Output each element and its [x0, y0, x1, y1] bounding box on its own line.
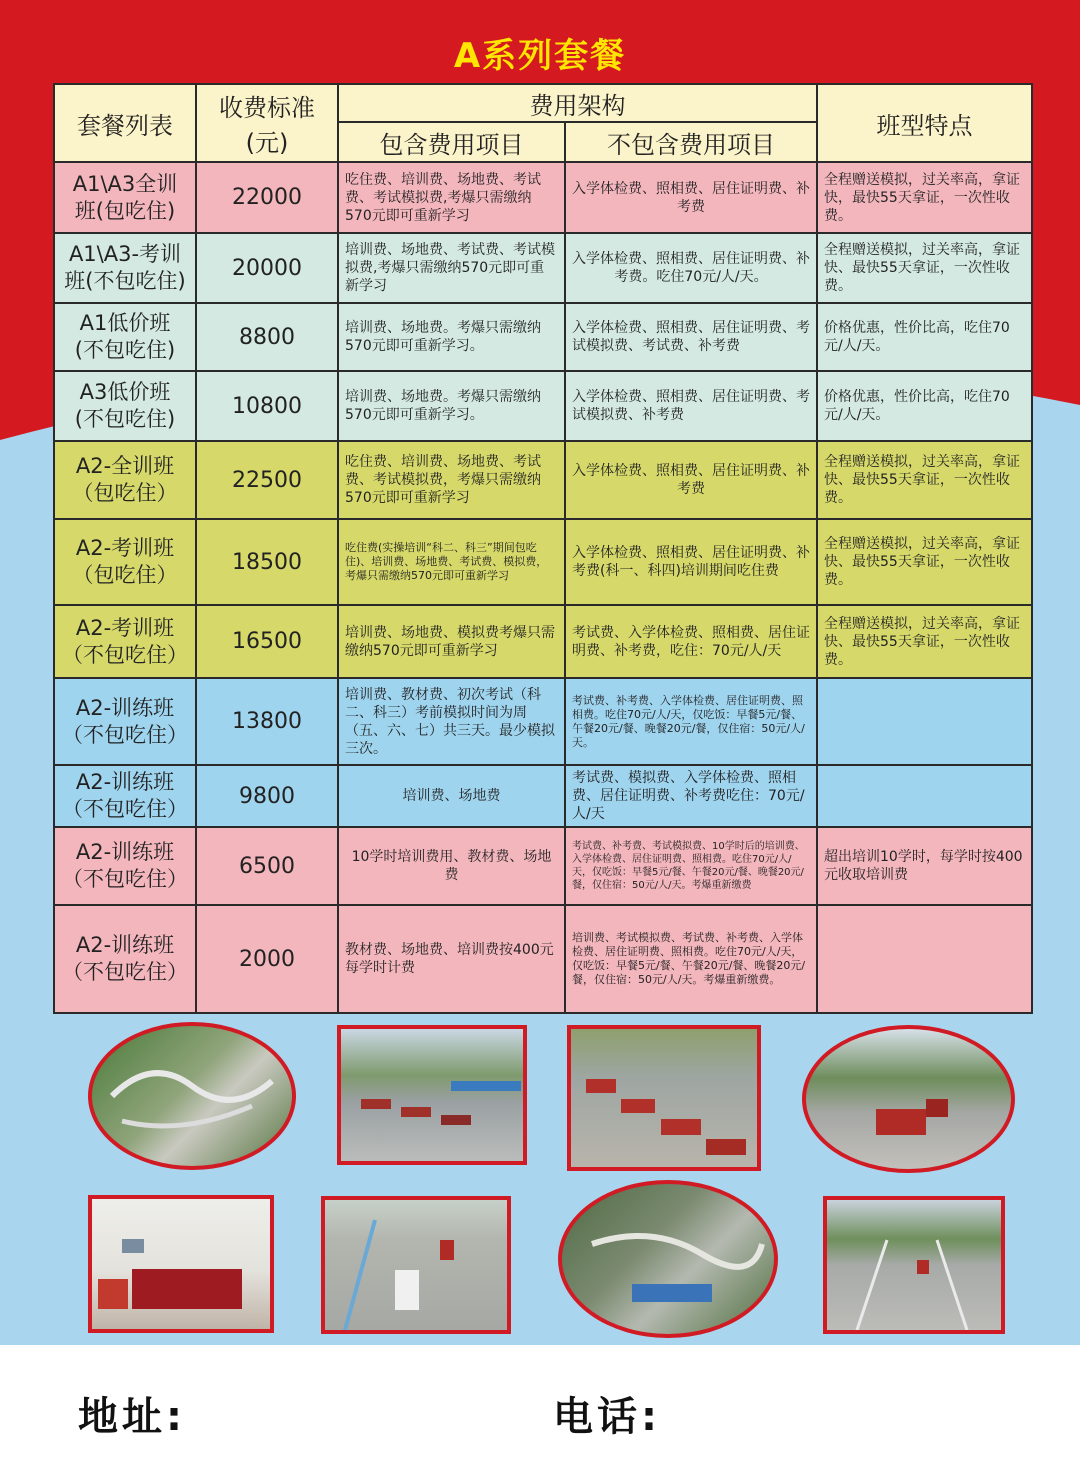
- included-items: 吃住费(实操培训“科二、科三”期间包吃住)、培训费、场地费、考试费、模拟费，考爆只需缴纳570元即可重新学习: [338, 519, 565, 605]
- package-name: A2-训练班 （不包吃住）: [54, 905, 196, 1013]
- class-features: 全程赠送模拟，过关率高，拿证快、最快55天拿证，一次性收费。: [817, 605, 1032, 678]
- class-features: 全程赠送模拟，过关率高，拿证快、最快55天拿证，一次性收费。: [817, 519, 1032, 605]
- included-items: 10学时培训费用、教材费、场地费: [338, 827, 565, 905]
- header-excluded: 不包含费用项目: [565, 122, 817, 162]
- excluded-items: 入学体检费、照相费、居住证明费、补考费。吃住70元/人/天。: [565, 233, 817, 303]
- package-name: A2-考训班 （包吃住）: [54, 519, 196, 605]
- photo-truck-parking: [802, 1025, 1015, 1173]
- photo-dining-room: [88, 1195, 274, 1333]
- aerial-photo-campus: [558, 1180, 778, 1338]
- excluded-items: 入学体检费、照相费、居住证明费、补考费(科一、科四)培训期间吃住费: [565, 519, 817, 605]
- table-row: [54, 303, 1032, 371]
- package-fee: 22000: [196, 162, 338, 233]
- table-row: [54, 827, 1032, 905]
- included-items: 培训费、场地费。考爆只需缴纳570元即可重新学习。: [338, 303, 565, 371]
- class-features: [817, 765, 1032, 827]
- excluded-items: 考试费、补考费、入学体检费、居住证明费、照相费。吃住70元/人/天，仅吃饭：早餐5元/餐、午餐20元/餐、晚餐20元/餐，仅住宿：50元/人/天。: [565, 678, 817, 765]
- package-name: A2-训练班 （不包吃住）: [54, 827, 196, 905]
- class-features: 价格优惠，性价比高，吃住70元/人/天。: [817, 303, 1032, 371]
- table-row: [54, 678, 1032, 765]
- table-row: [54, 605, 1032, 678]
- table-row: [54, 765, 1032, 827]
- price-table: [53, 83, 1033, 1014]
- address-label: 地址:: [78, 1394, 186, 1440]
- photo-driving-lanes: [823, 1196, 1005, 1334]
- package-name: A3低价班 (不包吃住): [54, 371, 196, 441]
- package-fee: 6500: [196, 827, 338, 905]
- header-included: 包含费用项目: [338, 122, 565, 162]
- package-fee: 16500: [196, 605, 338, 678]
- class-features: 全程赠送模拟，过关率高，拿证快、最快55天拿证，一次性收费。: [817, 233, 1032, 303]
- excluded-items: 考试费、模拟费、入学体检费、照相费、居住证明费、补考费吃住：70元/人/天: [565, 765, 817, 827]
- package-fee: 20000: [196, 233, 338, 303]
- header-package: 套餐列表: [54, 84, 196, 162]
- table-row: [54, 371, 1032, 441]
- photo-trucks-row: [567, 1025, 761, 1171]
- table-row: [54, 905, 1032, 1013]
- page-title: A系列套餐: [453, 36, 627, 76]
- photo-training-lanes: [321, 1196, 511, 1334]
- class-features: 全程赠送模拟，过关率高，拿证快，最快55天拿证，一次性收费。: [817, 162, 1032, 233]
- package-name: A2-训练班 （不包吃住）: [54, 678, 196, 765]
- package-name: A2-考训班 （不包吃住）: [54, 605, 196, 678]
- package-name: A1低价班 (不包吃住): [54, 303, 196, 371]
- excluded-items: 入学体检费、照相费、居住证明费、考试模拟费、补考费: [565, 371, 817, 441]
- included-items: 吃住费、培训费、场地费、考试费、考试模拟费，考爆只需缴纳570元即可重新学习: [338, 441, 565, 519]
- header-fee: 收费标准 (元): [196, 84, 338, 162]
- package-fee: 10800: [196, 371, 338, 441]
- excluded-items: 入学体检费、照相费、居住证明费、补考费: [565, 441, 817, 519]
- excluded-items: 入学体检费、照相费、居住证明费、补考费: [565, 162, 817, 233]
- table-row: [54, 519, 1032, 605]
- included-items: 培训费、场地费: [338, 765, 565, 827]
- table-row: [54, 233, 1032, 303]
- package-fee: 8800: [196, 303, 338, 371]
- phone-label: 电话:: [553, 1394, 661, 1440]
- package-name: A1\A3全训 班(包吃住): [54, 162, 196, 233]
- included-items: 培训费、场地费、考试费、考试模拟费,考爆只需缴纳570元即可重新学习: [338, 233, 565, 303]
- package-fee: 2000: [196, 905, 338, 1013]
- package-name: A1\A3-考训 班(不包吃住): [54, 233, 196, 303]
- class-features: 超出培训10学时，每学时按400元收取培训费: [817, 827, 1032, 905]
- header-structure: 费用架构: [338, 84, 817, 122]
- aerial-photo-training-ground: [88, 1022, 296, 1170]
- package-fee: 18500: [196, 519, 338, 605]
- included-items: 培训费、场地费。考爆只需缴纳570元即可重新学习。: [338, 371, 565, 441]
- header-features: 班型特点: [817, 84, 1032, 162]
- package-fee: 9800: [196, 765, 338, 827]
- package-name: A2-全训班 （包吃住）: [54, 441, 196, 519]
- package-fee: 13800: [196, 678, 338, 765]
- class-features: 价格优惠，性价比高，吃住70元/人/天。: [817, 371, 1032, 441]
- included-items: 教材费、场地费、培训费按400元每学时计费: [338, 905, 565, 1013]
- excluded-items: 培训费、考试模拟费、考试费、补考费、入学体检费、居住证明费、照相费。吃住70元/人/天，仅吃饭：早餐5元/餐、午餐20元/餐、晚餐20元/餐，仅住宿：50元/人/天。考爆重新缴费。: [565, 905, 817, 1013]
- included-items: 吃住费、培训费、场地费、考试费、考试模拟费,考爆只需缴纳570元即可重新学习: [338, 162, 565, 233]
- excluded-items: 考试费、入学体检费、照相费、居住证明费、补考费，吃住：70元/人/天: [565, 605, 817, 678]
- class-features: 全程赠送模拟，过关率高，拿证快、最快55天拿证，一次性收费。: [817, 441, 1032, 519]
- photo-trucks-lot: [337, 1025, 527, 1165]
- package-name: A2-训练班 （不包吃住）: [54, 765, 196, 827]
- class-features: [817, 678, 1032, 765]
- package-fee: 22500: [196, 441, 338, 519]
- class-features: [817, 905, 1032, 1013]
- table-row: [54, 162, 1032, 233]
- excluded-items: 入学体检费、照相费、居住证明费、考试模拟费、考试费、补考费: [565, 303, 817, 371]
- excluded-items: 考试费、补考费、考试模拟费、10学时后的培训费、入学体检费、居住证明费、照相费。吃住70元/人/天，仅吃饭：早餐5元/餐、午餐20元/餐、晚餐20元/餐，仅住宿：50元/人/天。考爆重新缴费: [565, 827, 817, 905]
- included-items: 培训费、场地费、模拟费考爆只需缴纳570元即可重新学习: [338, 605, 565, 678]
- table-row: [54, 441, 1032, 519]
- included-items: 培训费、教材费、初次考试（科二、科三）考前模拟时间为周（五、六、七）共三天。最少模拟三次。: [338, 678, 565, 765]
